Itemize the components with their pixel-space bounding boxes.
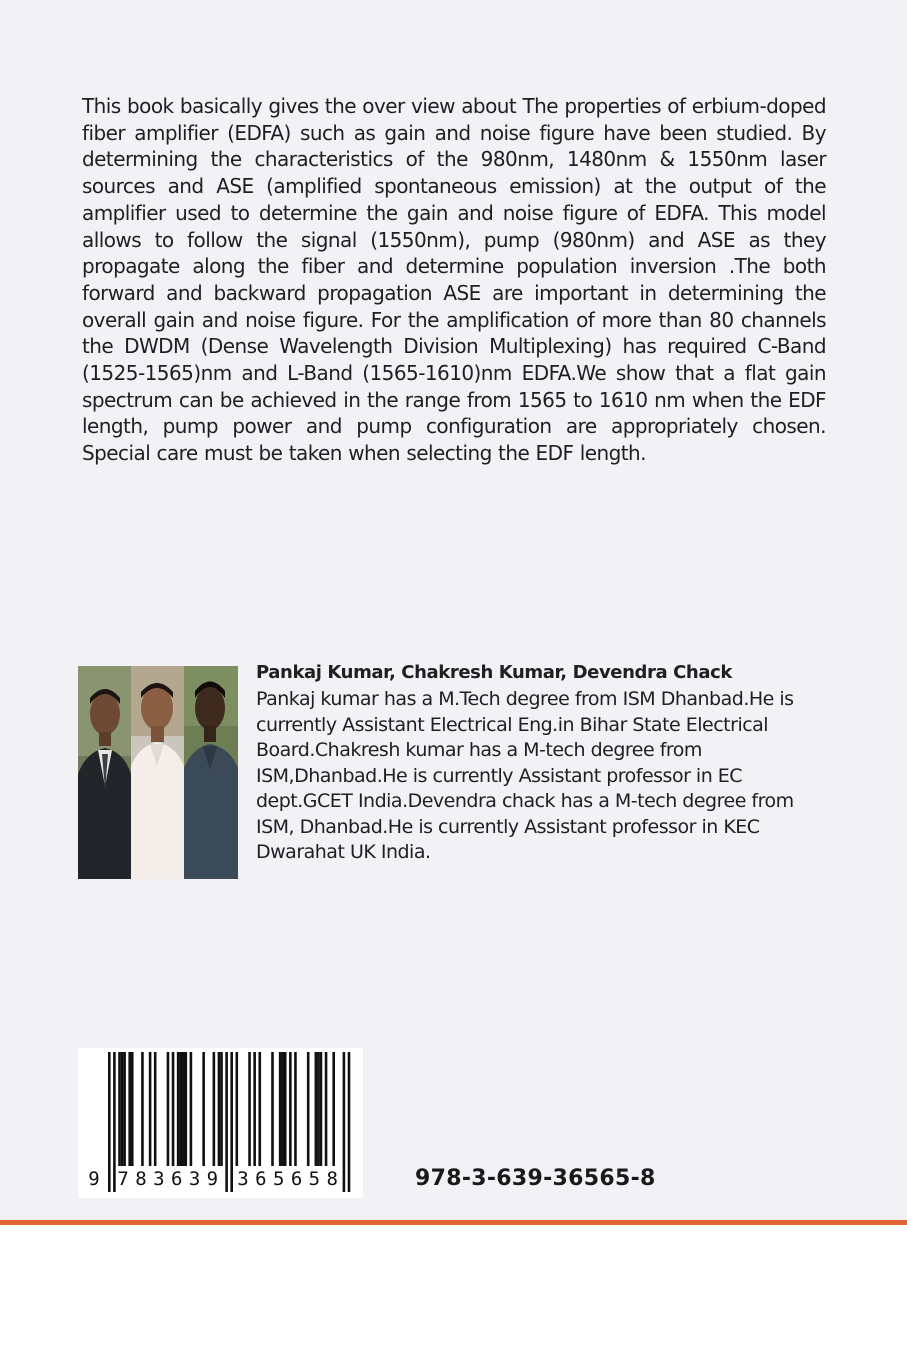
barcode-bar <box>121 1052 124 1166</box>
barcode-digit: 6 <box>170 1168 183 1190</box>
barcode-bar <box>325 1052 328 1166</box>
isbn-barcode <box>78 1048 363 1198</box>
barcode-bar <box>123 1052 126 1166</box>
barcode-bar <box>167 1052 170 1166</box>
author-portrait-chakresh <box>131 666 184 879</box>
barcode-digit: 5 <box>272 1168 285 1190</box>
barcode-bar <box>281 1052 284 1166</box>
accent-divider <box>0 1220 907 1225</box>
barcode-bar <box>236 1052 239 1166</box>
barcode-bar <box>315 1052 318 1166</box>
barcode-bar <box>284 1052 287 1166</box>
barcode-digit: 7 <box>117 1168 129 1190</box>
barcode-bar <box>190 1052 193 1166</box>
barcode-bar <box>332 1052 335 1166</box>
barcode-bar <box>182 1052 185 1166</box>
barcode-digit: 5 <box>308 1168 321 1190</box>
author-names: Pankaj Kumar, Chakresh Kumar, Devendra Chack <box>256 662 732 683</box>
barcode-bar <box>320 1052 323 1166</box>
barcode-bar <box>213 1052 216 1166</box>
barcode-digits <box>78 1168 363 1196</box>
barcode-digit: 3 <box>153 1168 165 1190</box>
barcode-bar <box>118 1052 121 1166</box>
barcode-bar <box>220 1052 223 1166</box>
barcode-bar <box>294 1052 297 1166</box>
barcode-lead-digit: 9 <box>88 1168 100 1190</box>
barcode-bar <box>172 1052 175 1166</box>
barcode-bar <box>218 1052 221 1166</box>
author-portrait-pankaj <box>78 666 131 879</box>
barcode-bar <box>131 1052 134 1166</box>
barcode-bar <box>253 1052 256 1166</box>
barcode-bar <box>141 1052 144 1166</box>
barcode-bar <box>185 1052 188 1166</box>
author-portrait-devendra <box>184 666 238 879</box>
barcode-digit: 6 <box>255 1168 267 1190</box>
author-bio: Pankaj kumar has a M.Tech degree from ISM Dhanbad.He is currently Assistant Electrical Eng.in Bihar State Electrical Board.Chakresh kumar has a M-tech degree from ISM,Dhanbad.He is currently Assistant professor in EC dept.GCET India.Devendra chack has a M-tech degree from ISM, Dhanbad.He is currently Assistant professor in KEC Dwarahat UK India. <box>256 688 794 863</box>
barcode-bar <box>179 1052 182 1166</box>
barcode-bar <box>149 1052 152 1166</box>
isbn-text: 978-3-639-36565-8 <box>415 1166 656 1191</box>
barcode-bar <box>289 1052 292 1166</box>
book-description: This book basically gives the over view about The properties of erbium-doped fiber amplifier (EDFA) such as gain and noise figure have been studied. By determining the characteristics of the 980nm, 1480nm & 1550nm laser sources and ASE (amplified spontaneous emission) at the output of the amplifier used to determine the gain and noise figure of EDFA. This model allows to follow the signal (1550nm), pump (980nm) and ASE as they propagate along the fiber and determine population inversion .The both forward and backward propagation ASE are important in determining the overall gain and noise figure. For the amplification of more than 80 channels the DWDM (Dense Wavelength Division Multiplexing) has required C-Band (1525-1565)nm and L-Band (1565-1610)nm EDFA.We show that a flat gain spectrum can be achieved in the range from 1565 to 1610 nm when the EDF length, pump power and pump configuration are appropriately chosen. Special care must be taken when selecting the EDF length. <box>82 94 826 466</box>
barcode-bar <box>271 1052 274 1166</box>
barcode-bar <box>258 1052 261 1166</box>
barcode-digit: 9 <box>206 1168 219 1190</box>
barcode-digit: 6 <box>290 1168 303 1190</box>
barcode-bar <box>307 1052 310 1166</box>
barcode-bar <box>128 1052 131 1166</box>
barcode-bar <box>248 1052 251 1166</box>
barcode-digit: 3 <box>237 1168 249 1190</box>
barcode-bar <box>177 1052 180 1166</box>
author-photos <box>78 666 238 879</box>
barcode-bar <box>154 1052 157 1166</box>
barcode-bar <box>279 1052 282 1166</box>
barcode-bar <box>317 1052 320 1166</box>
barcode-digit: 8 <box>135 1168 147 1190</box>
barcode-digit: 8 <box>326 1168 338 1190</box>
barcode-digit: 3 <box>188 1168 201 1190</box>
barcode-bar <box>202 1052 205 1166</box>
